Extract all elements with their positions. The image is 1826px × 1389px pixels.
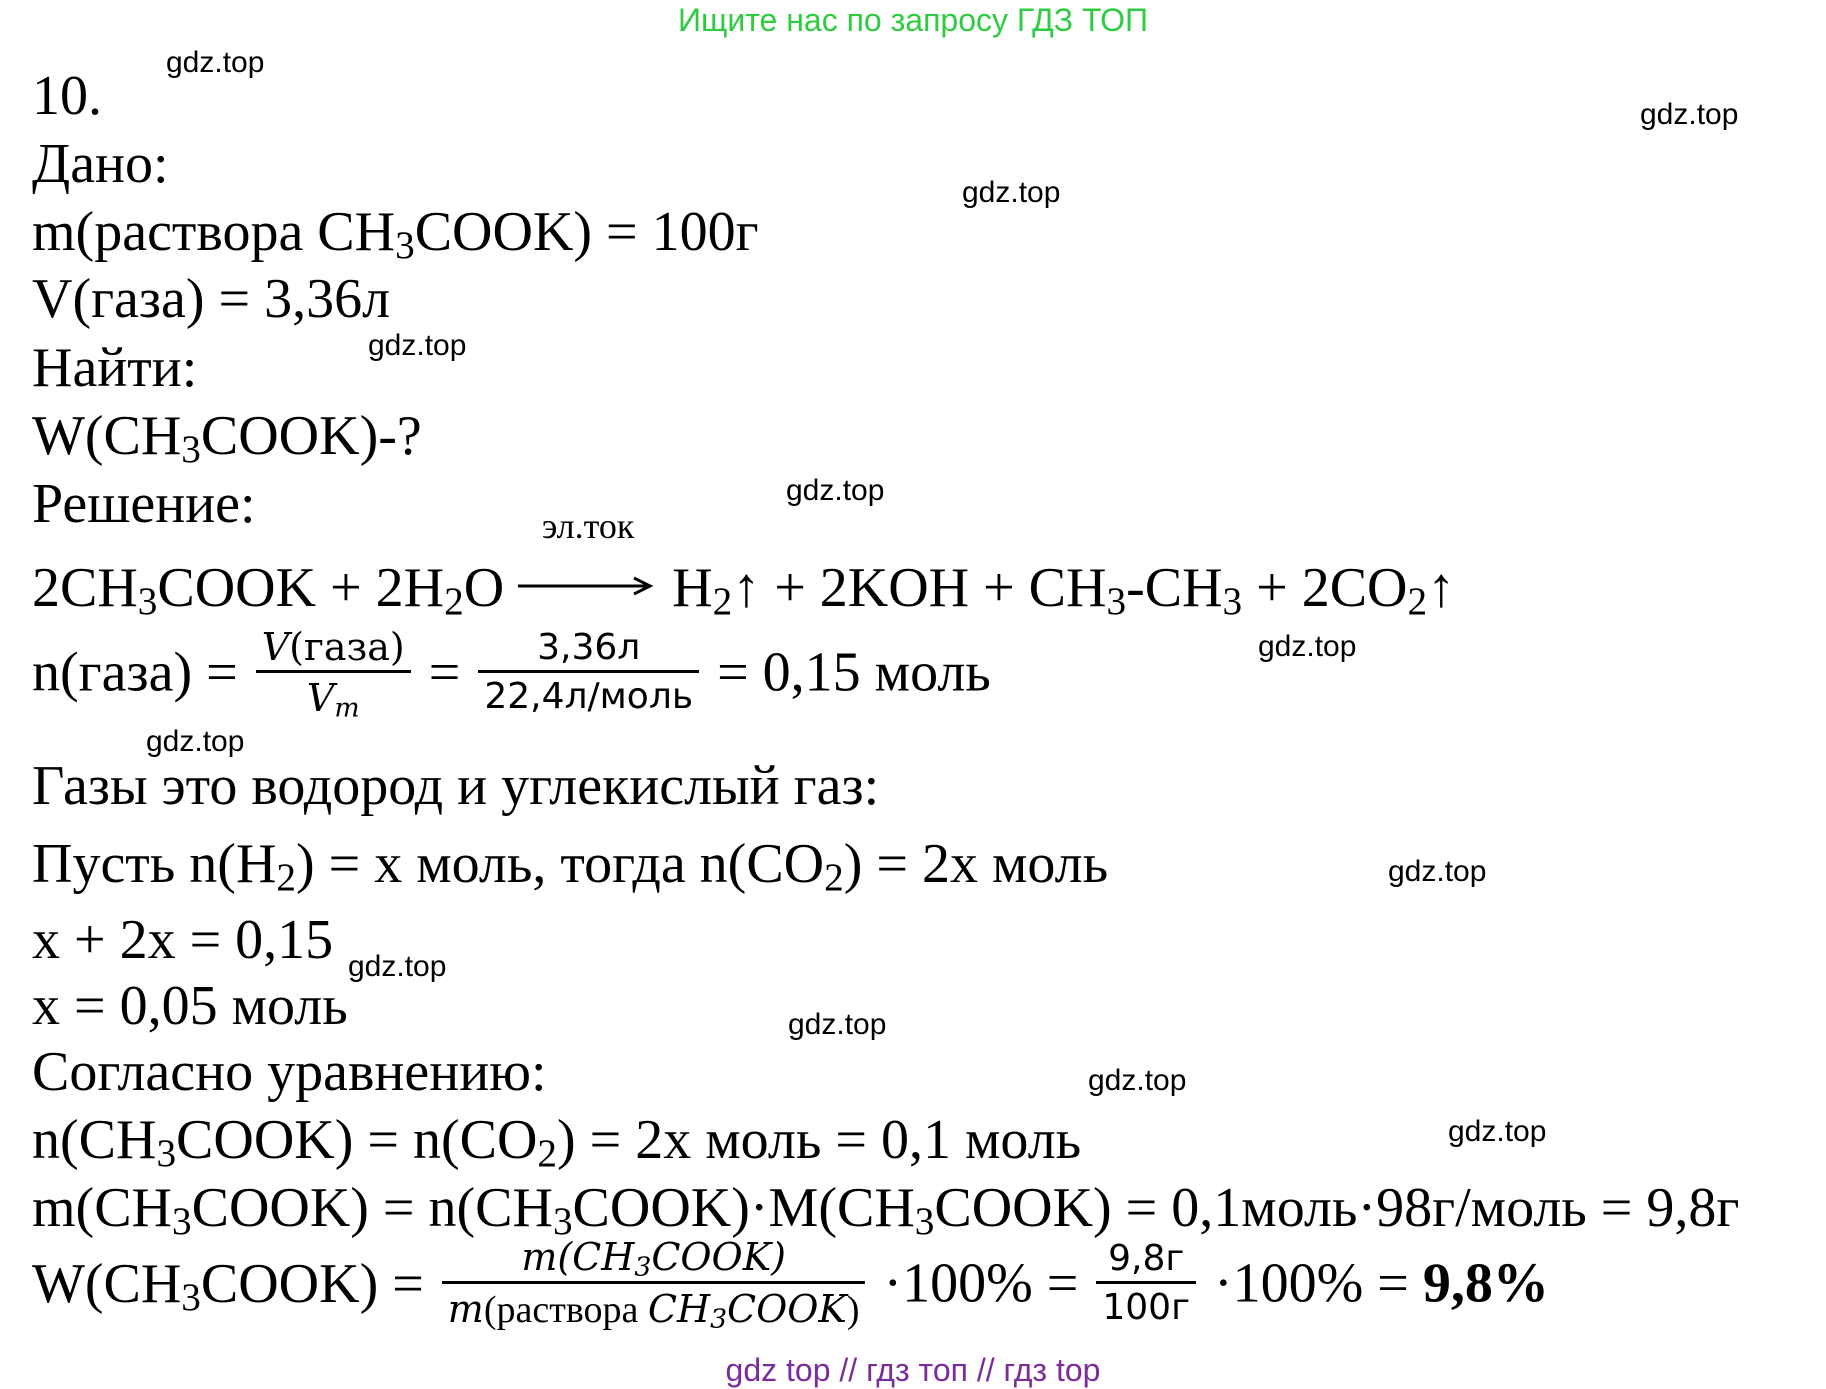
fraction-numerator: 9,8г [1096, 1241, 1196, 1284]
reaction-equation: $2CH_3COOK + 2H_2O$ эл.ток $H_2↑ + 2KOH + CH_3-CH_3$ + $2CO_2↑$ [32, 506, 1456, 623]
fraction-denominator: 22,4л/моль [484, 676, 694, 717]
according-label: Согласно уравнению: [32, 1041, 547, 1103]
given-mass-line: m(раствора $CH_3COOK) = 100г$ [32, 201, 759, 267]
fraction-numerator: V(газа) [256, 628, 411, 673]
given-volume-line: V(газа) = 3,36л [32, 268, 391, 330]
find-line: $W(CH_3COOK)-$? [32, 405, 422, 471]
fraction-values [478, 627, 699, 717]
equation-line: x + 2x = 0,15 [32, 909, 334, 971]
x-value-line: x = 0,05 моль [32, 975, 348, 1037]
n-gas-lhs: n(газа) = [32, 641, 238, 704]
watermark: gdz.top [1640, 98, 1739, 131]
watermark: gdz.top [788, 1008, 887, 1041]
fraction-denominator: m(раствора $CH_3COOK$) [447, 1287, 860, 1335]
watermark: gdz.top [1088, 1064, 1187, 1097]
watermark: gdz.top [348, 950, 447, 983]
fraction-numerator: 3,36л [478, 630, 699, 673]
w-final-line: $W(CH_3COOK)$ = $\frac{m(CH_3COOK)}{m(раствора CH_3COOK)}$ ·100% = $\frac{9,8г}{100г}$ ·100% = 9,8% [32, 1235, 1549, 1335]
w-mid: ·100% = [883, 1252, 1079, 1315]
fraction-denominator: 100г [1102, 1287, 1190, 1328]
m-ch3cook-line: $m(CH_3COOK)$ = $n(CH_3COOK)\cdot M(CH_3COOK)$ = 0,1моль·98г/моль = 9,8г [32, 1177, 1740, 1243]
watermark: gdz.top [368, 329, 467, 362]
problem-number: 10. [32, 65, 102, 127]
given-label: Дано: [32, 133, 169, 195]
watermark: gdz.top [962, 176, 1061, 209]
gases-line: Газы это водород и углекислый газ: [32, 755, 880, 817]
arrow-icon [518, 574, 658, 598]
let-line: Пусть $n(H_2) = x$ моль, тогда $n(CO_2) = 2x$ моль [32, 833, 1109, 899]
find-label: Найти: [32, 337, 198, 399]
watermark: gdz.top [1448, 1115, 1547, 1148]
equals-sign: = [428, 641, 461, 704]
footer-banner: gdz top // гдз топ // гдз top [725, 1352, 1101, 1388]
fraction-v-over-vm [256, 625, 411, 724]
fraction-numerator: $m(CH_3COOK)$ [442, 1238, 866, 1284]
watermark: gdz.top [1388, 855, 1487, 888]
solution-label: Решение: [32, 473, 256, 535]
n-gas-line [32, 625, 991, 724]
final-answer: 9,8% [1422, 1252, 1549, 1315]
watermark: gdz.top [146, 725, 245, 758]
fraction-values [1096, 1238, 1196, 1328]
arrow-label: эл.ток [541, 506, 635, 546]
watermark: gdz.top [166, 46, 265, 79]
fraction-mass-ratio [442, 1235, 866, 1335]
n-ch3cook-line: $n(CH_3COOK) = n(CO_2) = 2x$ моль = 0,1 моль [32, 1109, 1082, 1175]
watermark: gdz.top [786, 474, 885, 507]
w-tail: ·100% = [1214, 1252, 1409, 1315]
watermark: gdz.top [1258, 630, 1357, 663]
fraction-denominator: $V_m$ [306, 676, 360, 724]
header-banner: Ищите нас по запросу ГДЗ ТОП [678, 2, 1148, 38]
n-gas-result: = 0,15 моль [717, 641, 991, 704]
reaction-arrow [518, 506, 658, 616]
